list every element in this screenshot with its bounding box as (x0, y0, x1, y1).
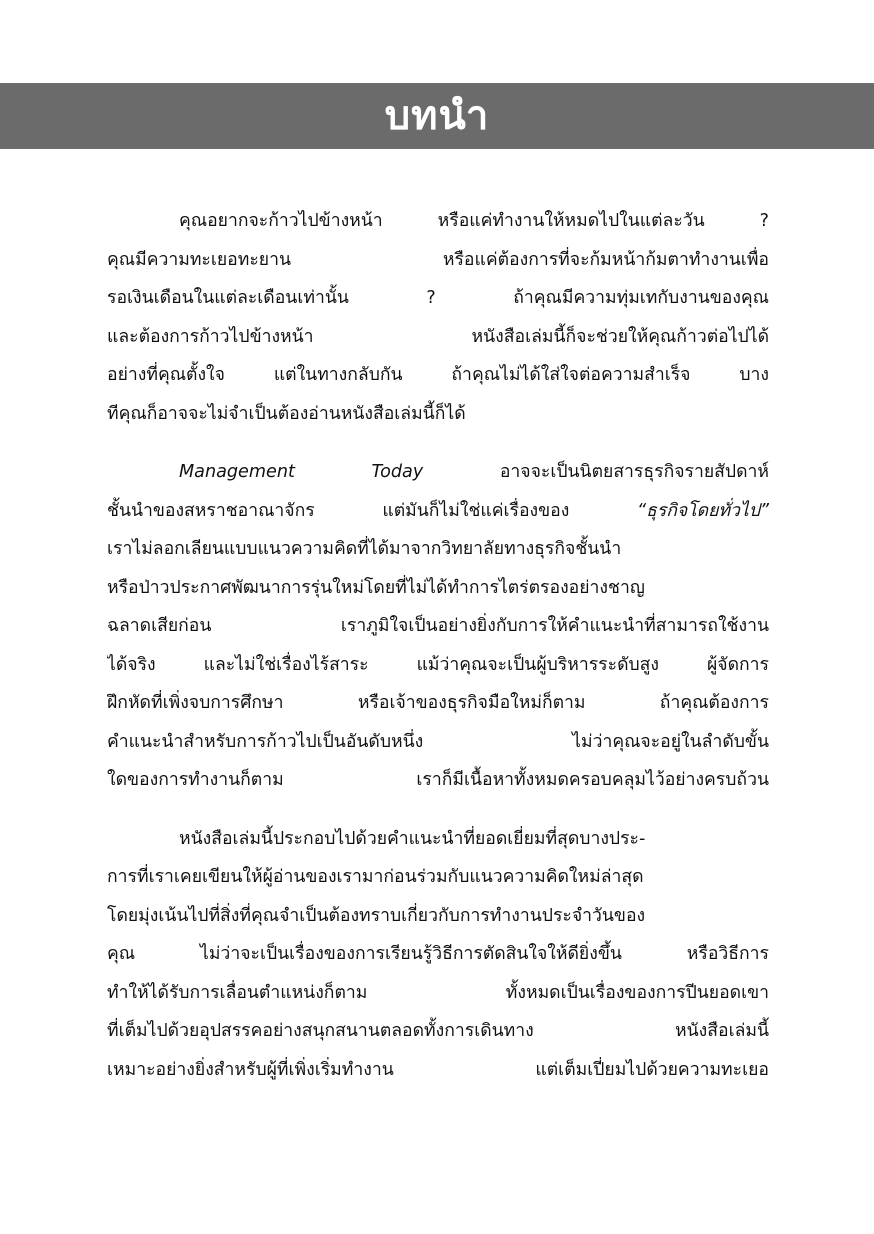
quoted-phrase: “ธุรกิจโดยทั่วไป” (636, 500, 769, 521)
paragraph-3 (107, 820, 769, 1090)
text-line: ฝึกหัดที่เพิ่งจบการศึกษา หรือเจ้าของธุรกิจมือใหม่ก็ตาม ถ้าคุณต้องการ (107, 693, 769, 713)
text-line: การที่เราเคยเขียนให้ผู้อ่านของเรามาก่อนร่วมกับแนวความคิดใหม่ล่าสุด (107, 867, 644, 887)
chapter-title-bar (0, 83, 874, 149)
text-line: อย่างที่คุณตั้งใจ แต่ในทางกลับกัน ถ้าคุณไม่ได้ใส่ใจต่อความสำเร็จ บาง (107, 365, 769, 385)
text-line: ฉลาดเสียก่อน เราภูมิใจเป็นอย่างยิ่งกับการให้คำแนะนำที่สามารถใช้งาน (107, 616, 769, 636)
text-line: รอเงินเดือนในแต่ละเดือนเท่านั้น ? ถ้าคุณมีความทุ่มเทกับงานของคุณ (107, 288, 769, 308)
chapter-title: บทนำ (384, 93, 490, 139)
text-line: ใดของการทำงานก็ตาม เราก็มีเนื้อหาทั้งหมดครอบคลุมไว้อย่างครบถ้วน (107, 770, 769, 790)
magazine-name: Management Today (179, 462, 424, 482)
text-line: โดยมุ่งเน้นไปที่สิ่งที่คุณจำเป็นต้องทราบเกี่ยวกับการทำงานประจำวันของ (107, 905, 646, 926)
paragraph-1 (107, 202, 769, 433)
text-line: และต้องการก้าวไปข้างหน้า หนังสือเล่มนี้ก็จะช่วยให้คุณก้าวต่อไปได้ (107, 326, 769, 347)
body-text (107, 202, 769, 1109)
text-line: คุณอยากจะก้าวไปข้างหน้า หรือแค่ทำงานให้หมดไปในแต่ละวัน ? (179, 211, 769, 231)
text-line: เราไม่ลอกเลียนแบบแนวความคิดที่ได้มาจากวิทยาลัยทางธุรกิจชั้นนำ (107, 539, 622, 559)
text-line: คุณมีความทะเยอทะยาน หรือแค่ต้องการที่จะก้มหน้าก้มตาทำงานเพื่อ (107, 249, 769, 270)
text-line: ที่เต็มไปด้วยอุปสรรคอย่างสนุกสนานตลอดทั้งการเดินทาง หนังสือเล่มนี้ (107, 1021, 769, 1041)
text-line: หรือป่าวประกาศพัฒนาการรุ่นใหม่โดยที่ไม่ได้ทำการไตร่ตรองอย่างชาญ (107, 577, 645, 598)
text-line: ทำให้ได้รับการเลื่อนตำแหน่งก็ตาม ทั้งหมดเป็นเรื่องของการปีนยอดเขา (107, 982, 769, 1003)
text-line: ชั้นนำของสหราชอาณาจักร แต่มันก็ไม่ใช่แค่เรื่องของ “ธุรกิจโดยทั่วไป” (107, 500, 769, 521)
text-line: ได้จริง และไม่ใช่เรื่องไร้สาระ แม้ว่าคุณจะเป็นผู้บริหารระดับสูง ผู้จัดการ (107, 654, 769, 675)
text-line: หนังสือเล่มนี้ประกอบไปด้วยคำแนะนำที่ยอดเยี่ยมที่สุดบางประ- (179, 828, 646, 849)
text-line: ทีคุณก็อาจจะไม่จำเป็นต้องอ่านหนังสือเล่มนี้ก็ได้ (107, 403, 466, 424)
paragraph-2 (107, 453, 769, 800)
text-line: เหมาะอย่างยิ่งสำหรับผู้ที่เพิ่งเริ่มทำงาน แต่เต็มเปี่ยมไปด้วยความทะเยอ (107, 1059, 769, 1080)
text-line: คำแนะนำสำหรับการก้าวไปเป็นอันดับหนึ่ง ไม่ว่าคุณจะอยู่ในลำดับขั้น (107, 731, 769, 752)
text-line: คุณ ไม่ว่าจะเป็นเรื่องของการเรียนรู้วิธีการตัดสินใจให้ดียิ่งขึ้น หรือวิธีการ (107, 944, 769, 964)
text-line: Management Today อาจจะเป็นนิตยสารธุรกิจรายสัปดาห์ (179, 462, 769, 482)
